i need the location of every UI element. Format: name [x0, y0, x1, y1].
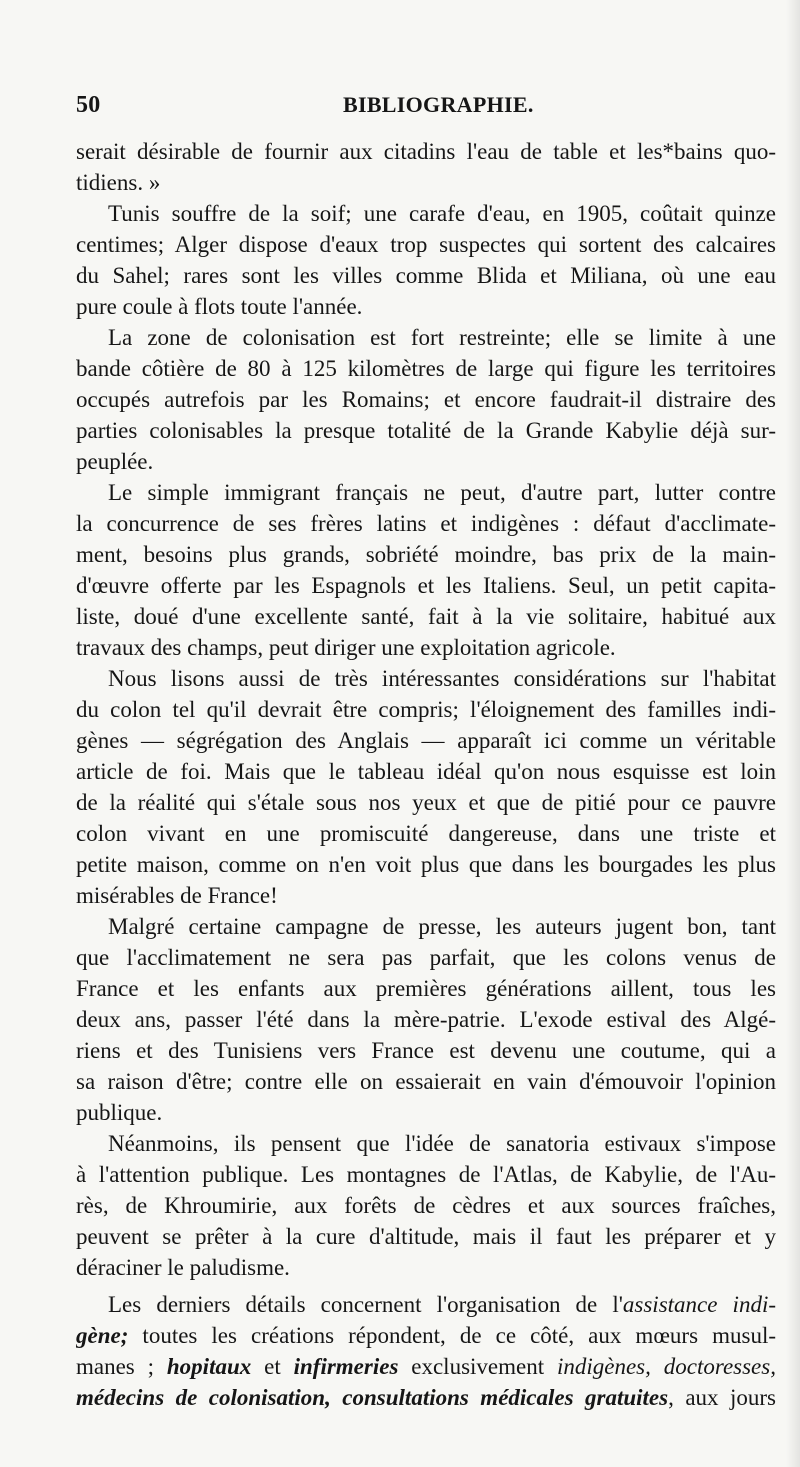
- text-line: sa raison d'être; contre elle on essaierait en vain d'émouvoir l'opinion: [76, 1069, 776, 1094]
- text-line: peuplée.: [76, 449, 154, 474]
- text-line: parties colonisables la presque totalité de la Grande Kabylie déjà sur-: [76, 418, 776, 443]
- text-line: liste, doué d'une excellente santé, fait à la vie solitaire, habitué aux: [76, 604, 776, 629]
- text-line: serait désirable de fournir aux citadins l'eau de table et les*bains quo-: [76, 139, 776, 164]
- text-span: et: [251, 1354, 294, 1379]
- text-line: que l'acclimatement ne sera pas parfait, que les colons venus de: [76, 945, 776, 970]
- text-line: deux ans, passer l'été dans la mère-patrie. L'exode estival des Algé-: [76, 1007, 776, 1032]
- text-line: centimes; Alger dispose d'eaux trop suspectes qui sortent des calcaires: [76, 232, 776, 257]
- text-line: peuvent se prêter à la cure d'altitude, mais il faut les préparer et y: [76, 1224, 776, 1249]
- text-line: [76, 1382, 776, 1413]
- text-span: exclusivement: [398, 1354, 557, 1379]
- italic-text-span: indigènes, doctoresses,: [556, 1354, 776, 1379]
- text-line: publique.: [76, 1100, 163, 1125]
- text-span: manes ;: [76, 1354, 167, 1379]
- italic-text-span: gène;: [76, 1323, 129, 1348]
- text-line: d'œuvre offerte par les Espagnols et les Italiens. Seul, un petit capita-: [76, 573, 776, 598]
- text-line: déraciner le paludisme.: [76, 1255, 290, 1280]
- text-line: [76, 1351, 776, 1382]
- text-span: , aux jours: [668, 1385, 776, 1410]
- text-line: La zone de colonisation est fort restreinte; elle se limite à une: [108, 325, 776, 350]
- text-line: petite maison, comme on n'en voit plus que dans les bourgades les plus: [76, 852, 776, 877]
- page-header: [76, 92, 776, 126]
- text-line: article de foi. Mais que le tableau idéal qu'on nous esquisse est loin: [76, 759, 776, 784]
- text-line: du Sahel; rares sont les villes comme Blida et Miliana, où une eau: [76, 263, 776, 288]
- text-line: [76, 1289, 776, 1320]
- text-line: la concurrence de ses frères latins et indigènes : défaut d'acclimate-: [76, 511, 776, 536]
- italic-text-span: assistance indi-: [622, 1292, 776, 1317]
- text-line: de la réalité qui s'étale sous nos yeux et que de pitié pour ce pauvre: [76, 790, 776, 815]
- text-line: colon vivant en une promiscuité dangereuse, dans une triste et: [76, 821, 776, 846]
- text-line: gènes — ségrégation des Anglais — apparaît ici comme un véritable: [76, 728, 776, 753]
- text-line: occupés autrefois par les Romains; et encore faudrait-il distraire des: [76, 387, 776, 412]
- italic-text-span: hopitaux: [166, 1354, 252, 1379]
- text-line: du colon tel qu'il devrait être compris; l'éloignement des familles indi-: [76, 697, 776, 722]
- text-line: à l'attention publique. Les montagnes de l'Atlas, de Kabylie, de l'Au-: [76, 1162, 776, 1187]
- text-line: Tunis souffre de la soif; une carafe d'eau, en 1905, coûtait quinze: [108, 201, 776, 226]
- text-span: Les derniers détails concernent l'organisation de l': [108, 1292, 623, 1317]
- text-line: France et les enfants aux premières générations aillent, tous les: [76, 976, 776, 1001]
- text-line: [76, 1320, 776, 1351]
- text-line: riens et des Tunisiens vers France est devenu une coutume, qui a: [76, 1038, 776, 1063]
- text-line: Malgré certaine campagne de presse, les auteurs jugent bon, tant: [108, 914, 776, 939]
- page-edge-shadow: [786, 0, 800, 1467]
- text-line: misérables de France!: [76, 883, 278, 908]
- running-head: BIBLIOGRAPHIE.: [343, 92, 534, 117]
- text-line: Le simple immigrant français ne peut, d'autre part, lutter contre: [108, 480, 776, 505]
- italic-text-span: infirmeries: [293, 1354, 399, 1379]
- text-line: Nous lisons aussi de très intéressantes considérations sur l'habitat: [108, 666, 776, 691]
- text-line: pure coule à flots toute l'année.: [76, 294, 363, 319]
- page-number: 50: [76, 92, 101, 118]
- text-line: rès, de Khroumirie, aux forêts de cèdres et aux sources fraîches,: [76, 1193, 776, 1218]
- text-line: ment, besoins plus grands, sobriété moindre, bas prix de la main-: [76, 542, 776, 567]
- text-line: bande côtière de 80 à 125 kilomètres de large qui figure les territoires: [76, 356, 776, 381]
- text-line: travaux des champs, peut diriger une exploitation agricole.: [76, 635, 616, 660]
- italic-text-span: médecins de colonisation, consultations médicales gratuites: [76, 1385, 669, 1410]
- body-text: [76, 136, 776, 1413]
- text-line: tidiens. »: [76, 170, 161, 195]
- text-span: toutes les créations répondent, de ce côté, aux mœurs musul-: [128, 1323, 776, 1348]
- text-line: Néanmoins, ils pensent que l'idée de sanatoria estivaux s'impose: [108, 1131, 776, 1156]
